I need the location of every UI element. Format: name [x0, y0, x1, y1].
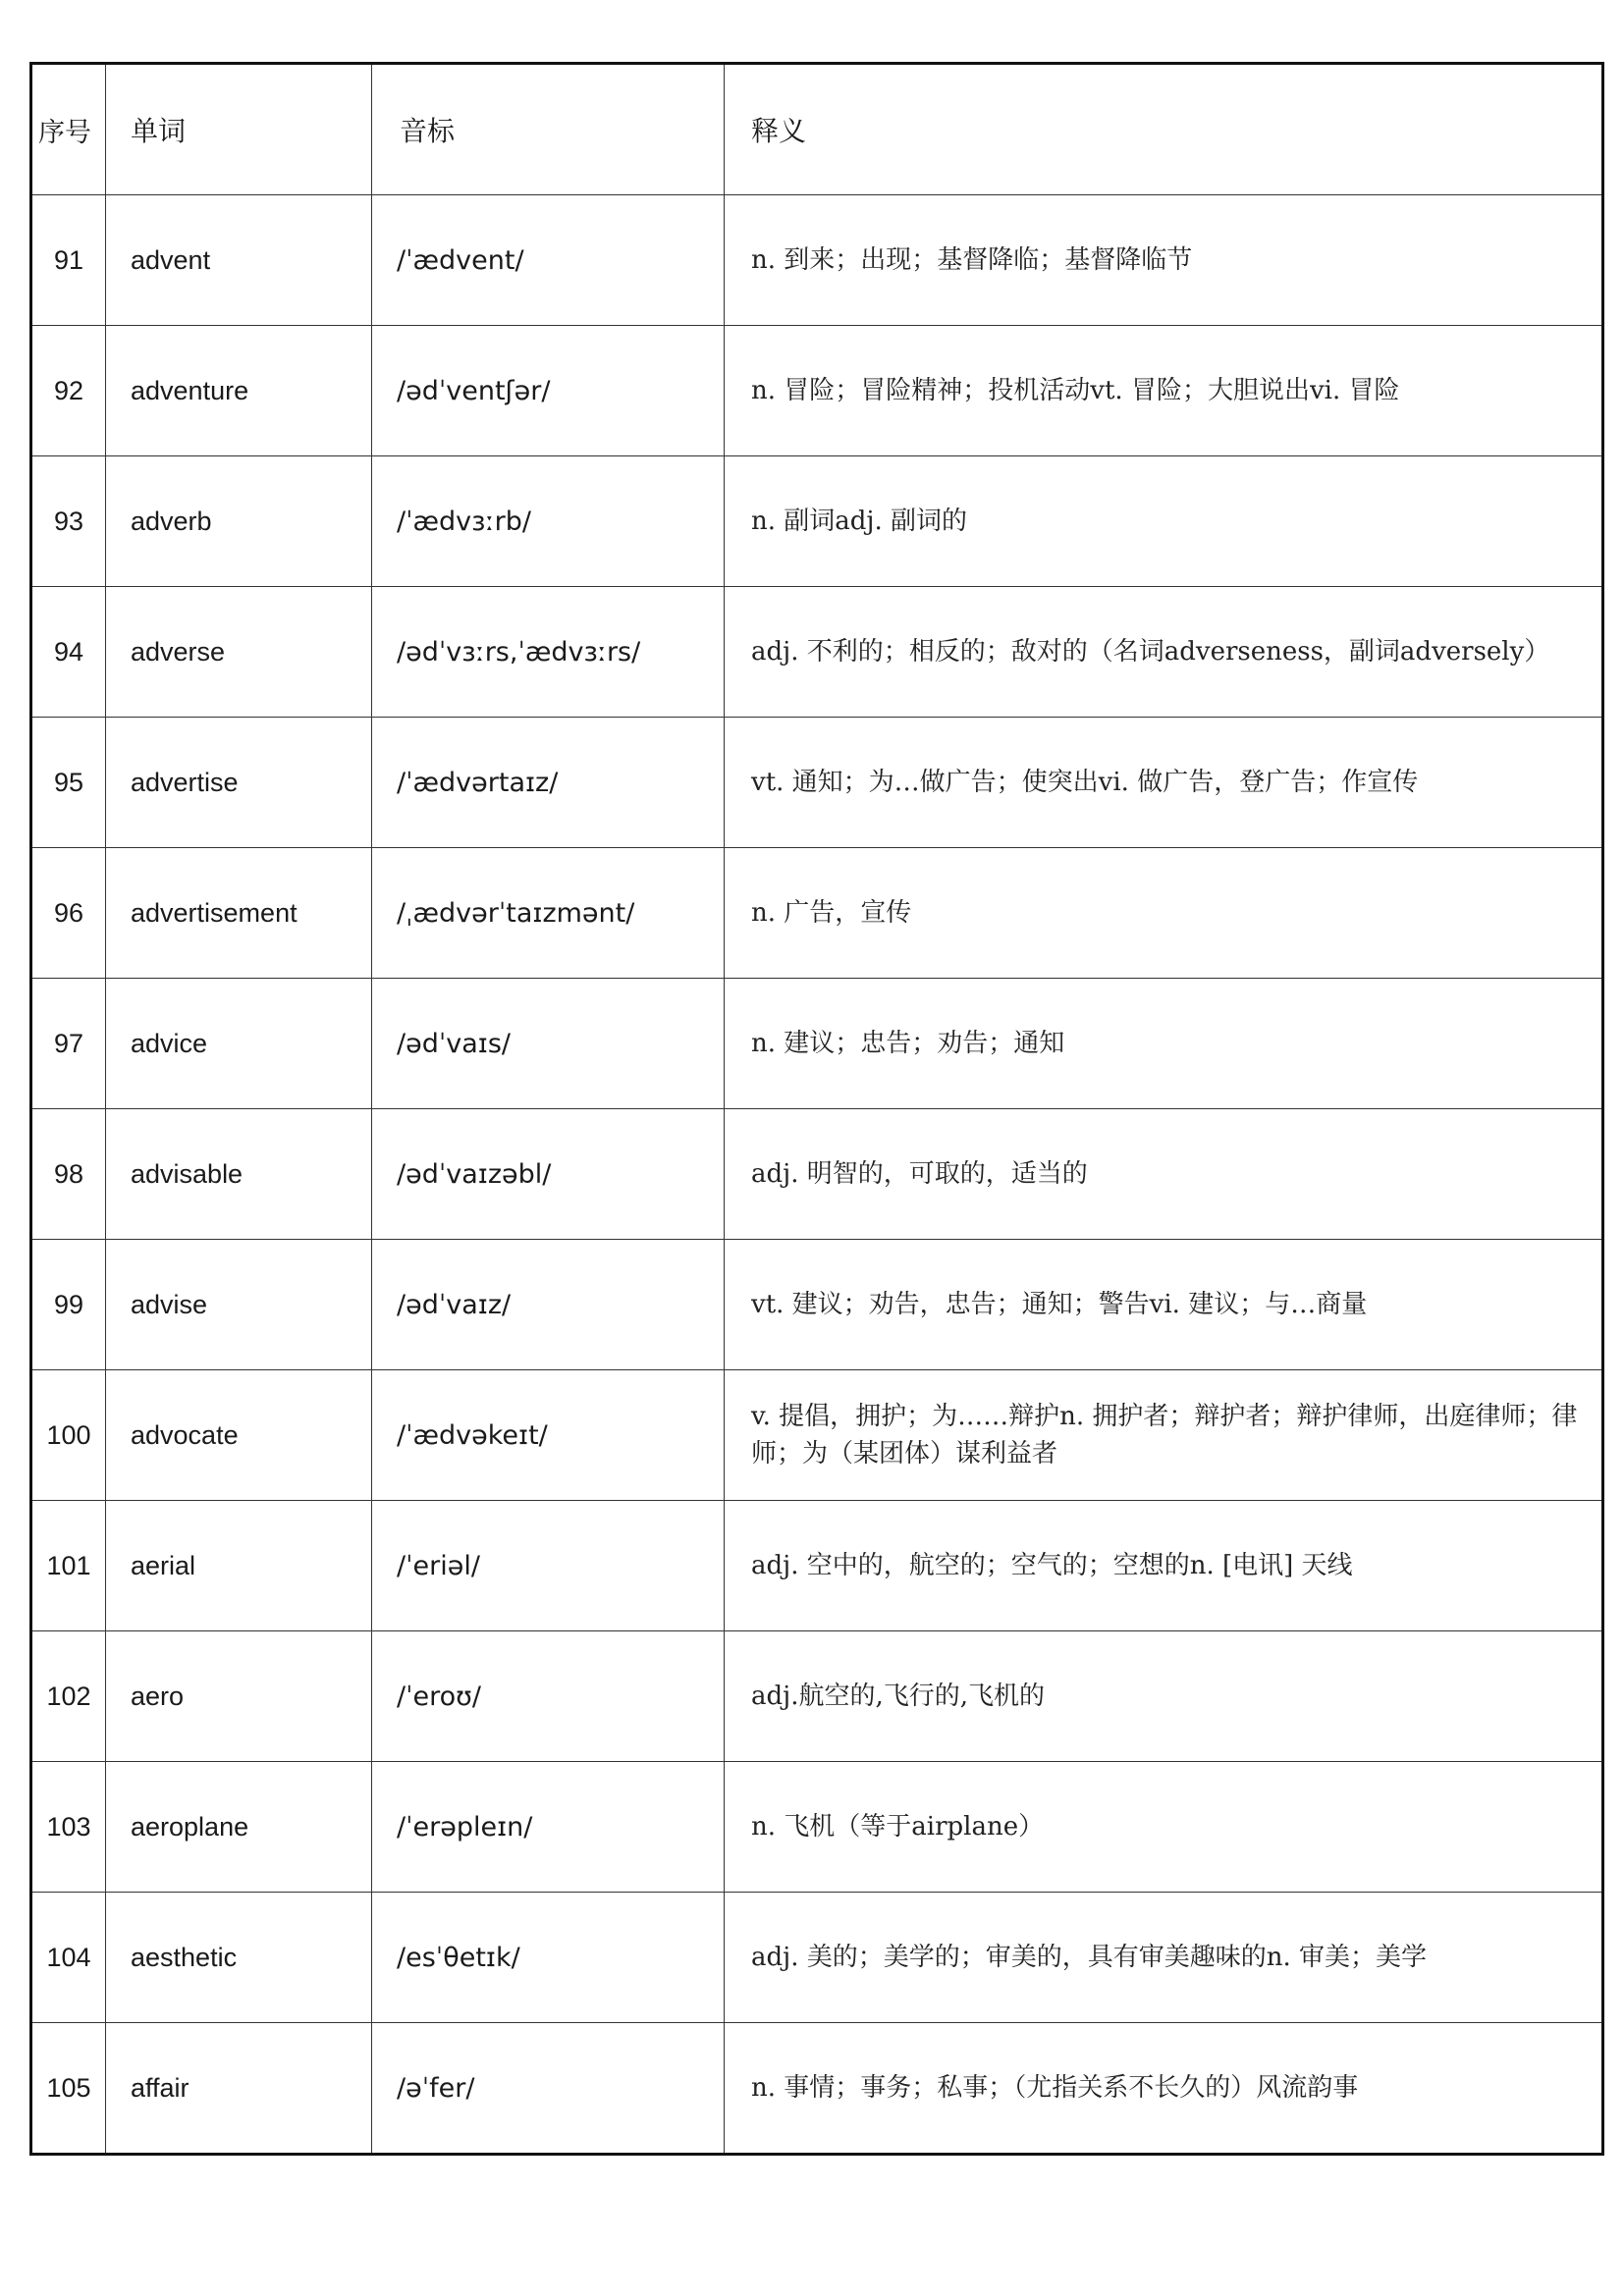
row-word: aesthetic — [106, 1893, 372, 2023]
row-phonetic: /ˈædvərtaɪz/ — [372, 718, 725, 848]
table-row — [31, 1893, 1603, 2023]
row-phonetic: /ədˈvaɪzəbl/ — [372, 1109, 725, 1240]
table-row — [31, 848, 1603, 979]
row-word: aeroplane — [106, 1762, 372, 1893]
table-row — [31, 1631, 1603, 1762]
row-phonetic: /ədˈvaɪs/ — [372, 979, 725, 1109]
table-row — [31, 456, 1603, 587]
row-definition: n. 到来；出现；基督降临；基督降临节 — [725, 195, 1603, 326]
table-body — [31, 195, 1603, 2155]
row-word: advise — [106, 1240, 372, 1370]
row-definition: adj.航空的,飞行的,飞机的 — [725, 1631, 1603, 1762]
row-word: advent — [106, 195, 372, 326]
row-word: advertisement — [106, 848, 372, 979]
row-phonetic: /esˈθetɪk/ — [372, 1893, 725, 2023]
row-index: 104 — [31, 1893, 106, 2023]
row-definition: adj. 不利的；相反的；敌对的（名词adverseness，副词adversely） — [725, 587, 1603, 718]
row-word: adverse — [106, 587, 372, 718]
header-phonetic: 音标 — [372, 64, 725, 195]
row-index: 96 — [31, 848, 106, 979]
header-definition: 释义 — [725, 64, 1603, 195]
row-word: aero — [106, 1631, 372, 1762]
row-phonetic: /ədˈventʃər/ — [372, 326, 725, 456]
row-word: aerial — [106, 1501, 372, 1631]
row-index: 98 — [31, 1109, 106, 1240]
row-definition: n. 副词adj. 副词的 — [725, 456, 1603, 587]
row-word: adverb — [106, 456, 372, 587]
row-phonetic: /ˈædvɜːrb/ — [372, 456, 725, 587]
row-word: advisable — [106, 1109, 372, 1240]
header-word: 单词 — [106, 64, 372, 195]
row-index: 101 — [31, 1501, 106, 1631]
row-definition: n. 广告，宣传 — [725, 848, 1603, 979]
row-index: 105 — [31, 2023, 106, 2155]
row-definition: adj. 空中的，航空的；空气的；空想的n. [电讯] 天线 — [725, 1501, 1603, 1631]
row-index: 100 — [31, 1370, 106, 1501]
table-row — [31, 718, 1603, 848]
row-word: advocate — [106, 1370, 372, 1501]
row-index: 102 — [31, 1631, 106, 1762]
row-phonetic: /ˌædvərˈtaɪzmənt/ — [372, 848, 725, 979]
header-row — [31, 64, 1603, 195]
table-row — [31, 1501, 1603, 1631]
row-word: advice — [106, 979, 372, 1109]
table-row — [31, 1109, 1603, 1240]
table-row — [31, 979, 1603, 1109]
row-definition: n. 建议；忠告；劝告；通知 — [725, 979, 1603, 1109]
row-definition: vt. 通知；为…做广告；使突出vi. 做广告，登广告；作宣传 — [725, 718, 1603, 848]
table-row — [31, 2023, 1603, 2155]
table-header — [31, 64, 1603, 195]
table-row — [31, 1762, 1603, 1893]
row-phonetic: /ˈerəpleɪn/ — [372, 1762, 725, 1893]
row-definition: n. 飞机（等于airplane） — [725, 1762, 1603, 1893]
row-word: advertise — [106, 718, 372, 848]
row-phonetic: /ədˈvɜːrs,ˈædvɜːrs/ — [372, 587, 725, 718]
table-row — [31, 326, 1603, 456]
row-definition: n. 事情；事务；私事；（尤指关系不长久的）风流韵事 — [725, 2023, 1603, 2155]
row-phonetic: /ˈædvəkeɪt/ — [372, 1370, 725, 1501]
row-index: 94 — [31, 587, 106, 718]
row-index: 93 — [31, 456, 106, 587]
row-index: 95 — [31, 718, 106, 848]
table-row — [31, 1240, 1603, 1370]
row-index: 99 — [31, 1240, 106, 1370]
row-phonetic: /ˈædvent/ — [372, 195, 725, 326]
row-definition: adj. 明智的，可取的，适当的 — [725, 1109, 1603, 1240]
table-row — [31, 587, 1603, 718]
row-index: 92 — [31, 326, 106, 456]
row-definition: adj. 美的；美学的；审美的，具有审美趣味的n. 审美；美学 — [725, 1893, 1603, 2023]
row-index: 91 — [31, 195, 106, 326]
row-index: 103 — [31, 1762, 106, 1893]
row-definition: vt. 建议；劝告，忠告；通知；警告vi. 建议；与…商量 — [725, 1240, 1603, 1370]
row-phonetic: /ˈeriəl/ — [372, 1501, 725, 1631]
row-definition: v. 提倡，拥护；为……辩护n. 拥护者；辩护者；辩护律师，出庭律师；律师；为（某团体）谋利益者 — [725, 1370, 1603, 1501]
table-row — [31, 1370, 1603, 1501]
row-phonetic: /əˈfer/ — [372, 2023, 725, 2155]
row-word: adventure — [106, 326, 372, 456]
row-phonetic: /ˈeroʊ/ — [372, 1631, 725, 1762]
row-phonetic: /ədˈvaɪz/ — [372, 1240, 725, 1370]
row-definition: n. 冒险；冒险精神；投机活动vt. 冒险；大胆说出vi. 冒险 — [725, 326, 1603, 456]
row-word: affair — [106, 2023, 372, 2155]
header-index: 序号 — [31, 64, 106, 195]
vocabulary-table — [29, 62, 1604, 2156]
table-row — [31, 195, 1603, 326]
row-index: 97 — [31, 979, 106, 1109]
